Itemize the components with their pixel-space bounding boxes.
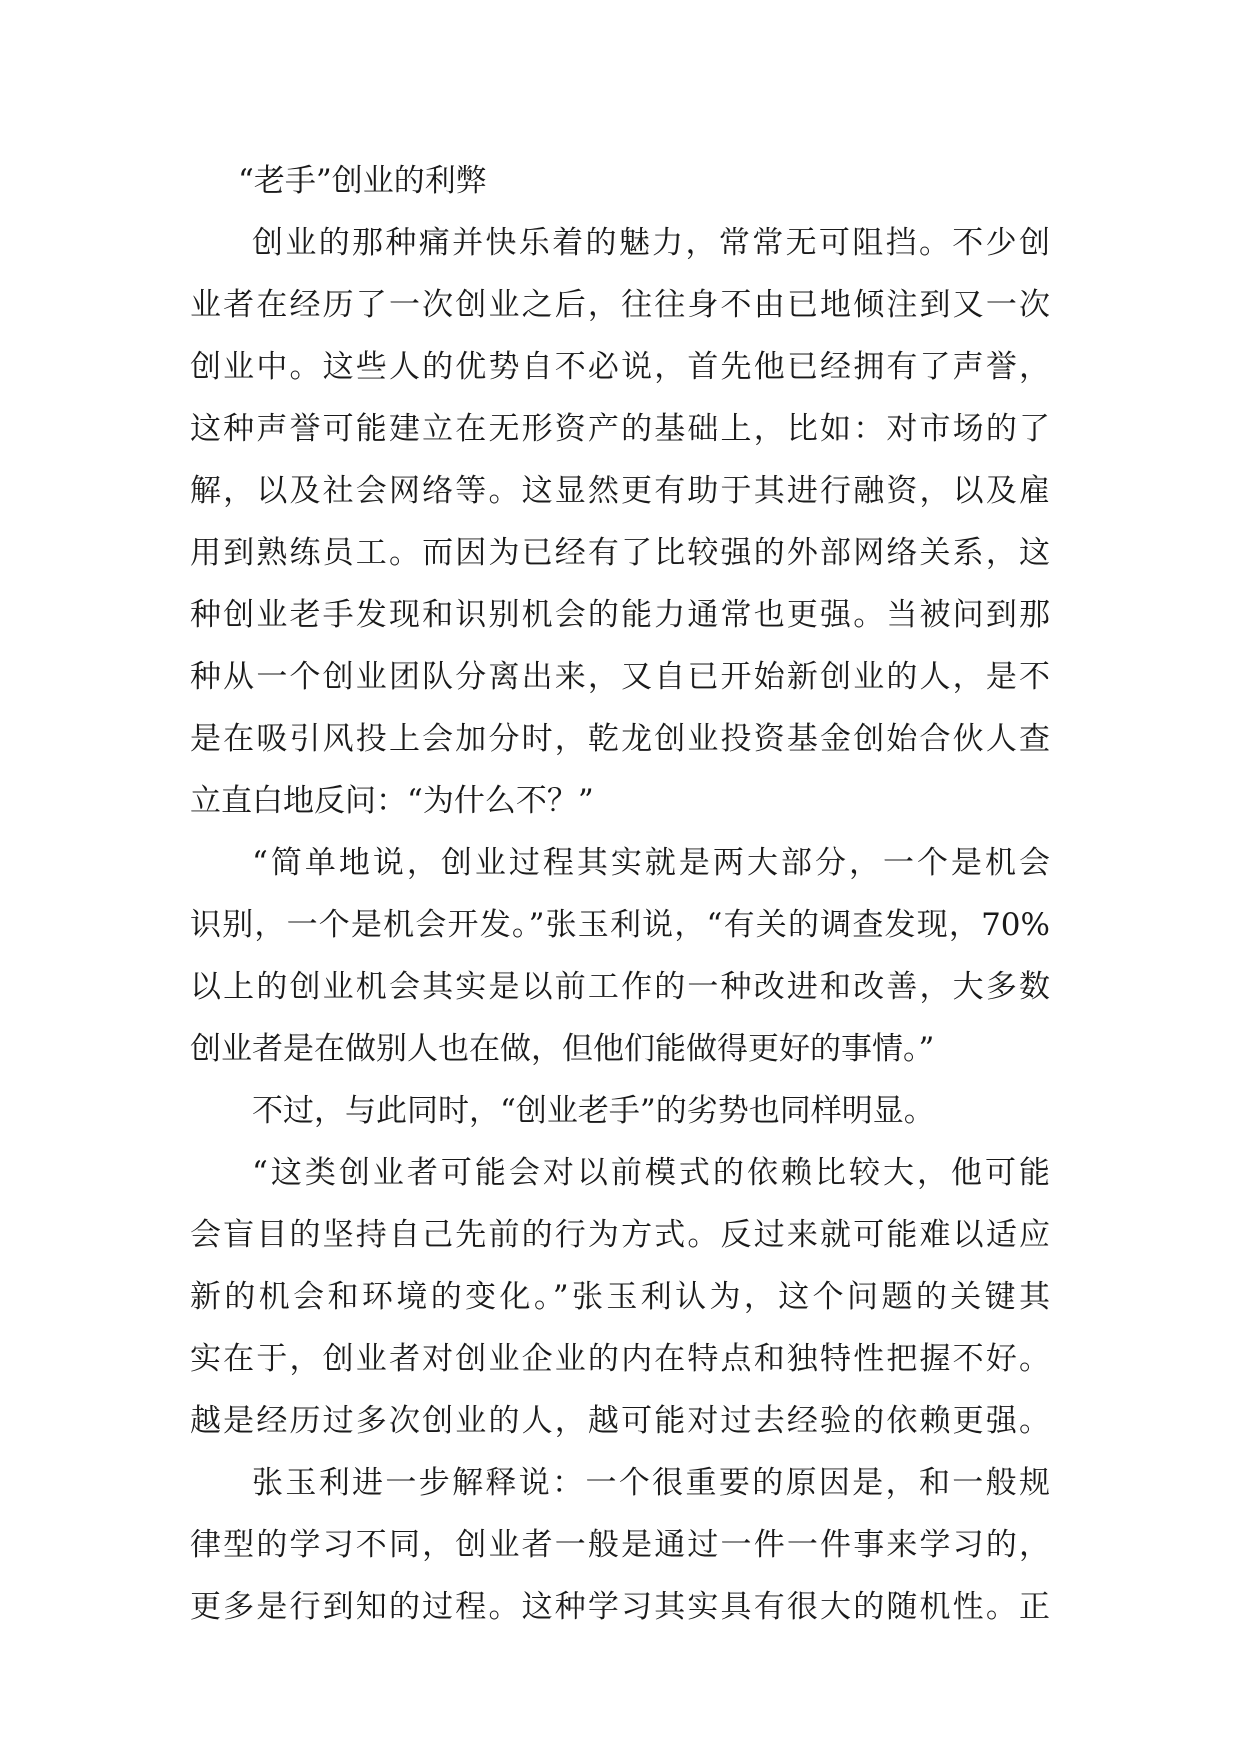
- text-line: 新的机会和环境的变化。”张玉利认为，这个问题的关键其: [190, 1279, 1050, 1315]
- text-line: 业者在经历了一次创业之后，往往身不由已地倾注到又一次: [190, 287, 1050, 323]
- text-line: 立直白地反问：“为什么不？”: [190, 783, 594, 819]
- text-line: 种从一个创业团队分离出来，又自已开始新创业的人，是不: [190, 659, 1050, 695]
- text-line: 创业者是在做别人也在做，但他们能做得更好的事情。”: [190, 1031, 935, 1067]
- text-line: 不过，与此同时，“创业老手”的劣势也同样明显。: [252, 1093, 935, 1129]
- text-line: 这种声誉可能建立在无形资产的基础上，比如：对市场的了: [190, 411, 1050, 447]
- text-line: 更多是行到知的过程。这种学习其实具有很大的随机性。正: [190, 1589, 1050, 1625]
- text-line: 以上的创业机会其实是以前工作的一种改进和改善，大多数: [190, 969, 1050, 1005]
- document-page: [190, 150, 1050, 1638]
- text-line: 会盲目的坚持自己先前的行为方式。反过来就可能难以适应: [190, 1217, 1050, 1253]
- text-line: 是在吸引风投上会加分时，乾龙创业投资基金创始合伙人查: [190, 721, 1050, 757]
- text-line: 解，以及社会网络等。这显然更有助于其进行融资，以及雇: [190, 473, 1050, 509]
- text-line: 种创业老手发现和识别机会的能力通常也更强。当被问到那: [190, 597, 1050, 633]
- text-line: “这类创业者可能会对以前模式的依赖比较大，他可能: [252, 1155, 1050, 1191]
- text-line: 张玉利进一步解释说：一个很重要的原因是，和一般规: [252, 1465, 1050, 1501]
- text-line: 律型的学习不同，创业者一般是通过一件一件事来学习的，: [190, 1527, 1050, 1563]
- text-line: “简单地说，创业过程其实就是两大部分，一个是机会: [252, 845, 1050, 881]
- text-line: 实在于，创业者对创业企业的内在特点和独特性把握不好。: [190, 1341, 1050, 1377]
- text-line: 创业的那种痛并快乐着的魅力，常常无可阻挡。不少创: [252, 225, 1050, 261]
- text-line: 识别，一个是机会开发。”张玉利说，“有关的调查发现，70%: [190, 907, 1050, 943]
- document-body: [190, 212, 1050, 1638]
- document-title: “老手”创业的利弊: [238, 163, 487, 199]
- text-line: 越是经历过多次创业的人，越可能对过去经验的依赖更强。: [190, 1403, 1050, 1439]
- text-line: 用到熟练员工。而因为已经有了比较强的外部网络关系，这: [190, 535, 1050, 571]
- text-line: 创业中。这些人的优势自不必说，首先他已经拥有了声誉，: [190, 349, 1050, 385]
